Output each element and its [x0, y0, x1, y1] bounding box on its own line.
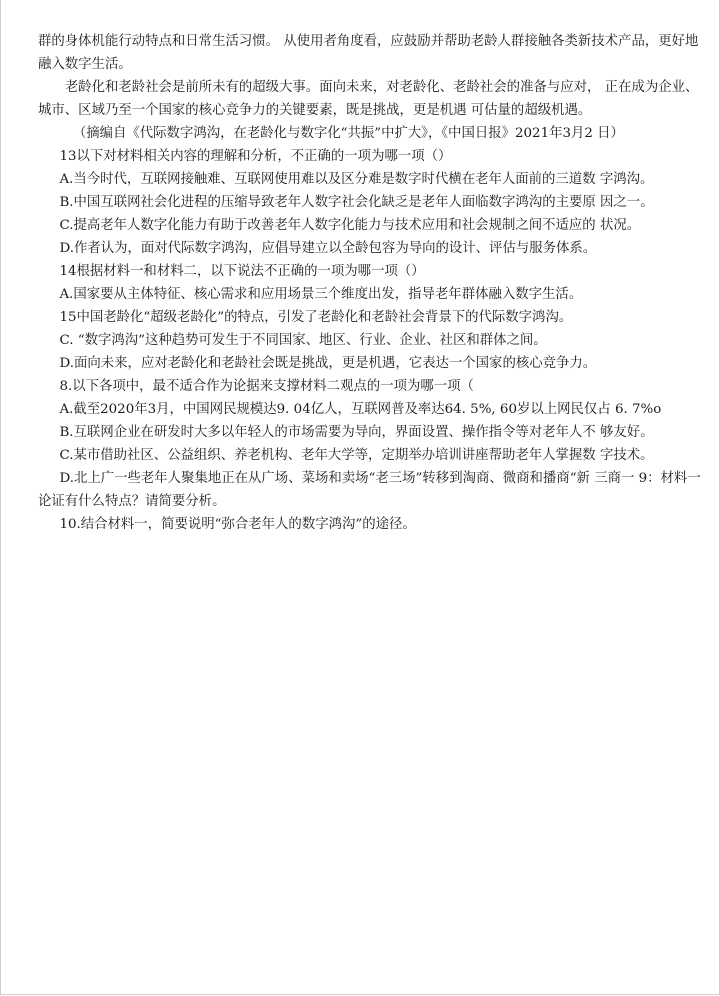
question-13-option-c: C.提高老年人数字化能力有助于改善老年人数字化能力与技术应用和社会规制之间不适应的 状况。 [59, 218, 641, 233]
question-14-option-d: D.面向未来，应对老龄化和老龄社会既是挑战，更是机遇，它表达一个国家的核心竞争力。 [59, 356, 597, 371]
question-13-option-a: A.当今时代，互联网接触难、互联网使用难以及区分难是数字时代横在老年人面前的三道数 字鸿沟。 [59, 172, 654, 187]
question-13: 13以下对材料相关内容的理解和分析，不正确的一项为哪一项（） [59, 149, 452, 164]
paragraph-aging-society: 老龄化和老龄社会是前所未有的超级大事。面向未来，对老龄化、老龄社会的准备与应对， 正在成为企业、城市、区域乃至一个国家的核心竞争力的关键要素，既是挑战，更是机遇 可估量的超级机遇。 [38, 80, 699, 118]
question-8-option-d: D.北上广一些老年人聚集地正在从广场、菜场和卖场“老三场”转移到淘商、微商和播商“新 三商一 9：材料一论证有什么特点？请简要分析。 [38, 471, 701, 509]
question-14-option-a: A.国家要从主体特征、核心需求和应用场景三个维度出发，指导老年群体融入数字生活。 [59, 287, 583, 302]
question-8-option-c: C.某市借助社区、公益组织、养老机构、老年大学等，定期举办培训讲座帮助老年人掌握数 字技术。 [59, 448, 654, 463]
question-8: 8.以下各项中，最不适合作为论据来支撑材料二观点的一项为哪一项（ [59, 379, 474, 394]
question-14: 14根据材料一和材料二，以下说法不正确的一项为哪一项（） [59, 264, 425, 279]
question-8-option-a: A.截至2020年3月，中国网民规模达9. 04亿人，互联网普及率达64. 5%, 60岁以上网民仅占 6. 7%o [59, 402, 662, 417]
question-14-option-c: C. “数字鸿沟”这种趋势可发生于不同国家、地区、行业、企业、社区和群体之间。 [59, 333, 547, 348]
document-body [38, 30, 710, 536]
paragraph-continuation: 群的身体机能行动特点和日常生活习惯。 从使用者角度看，应鼓励并帮助老龄人群接触各类新技术产品，更好地融入数字生活。 [38, 34, 699, 72]
question-13-option-b: B.中国互联网社会化进程的压缩导致老年人数字社会化缺乏是老年人面临数字鸿沟的主要原 因之一。 [59, 195, 654, 210]
source-citation: （摘编自《代际数字鸿沟，在老龄化与数字化“共振”中扩大》，《中国日报》2021年3月2 日） [72, 126, 624, 141]
question-15: 15中国老龄化“超级老龄化”的特点，引发了老龄化和老龄社会背景下的代际数字鸿沟。 [59, 310, 573, 325]
question-13-option-d: D.作者认为，面对代际数字鸿沟，应倡导建立以全龄包容为导向的设计、评估与服务体系。 [59, 241, 597, 256]
question-10: 10.结合材料一，简要说明“弥合老年人的数字鸿沟”的途径。 [59, 517, 416, 532]
question-8-option-b: B.互联网企业在研发时大多以年轻人的市场需要为导向，界面设置、操作指令等对老年人不 够友好。 [59, 425, 654, 440]
